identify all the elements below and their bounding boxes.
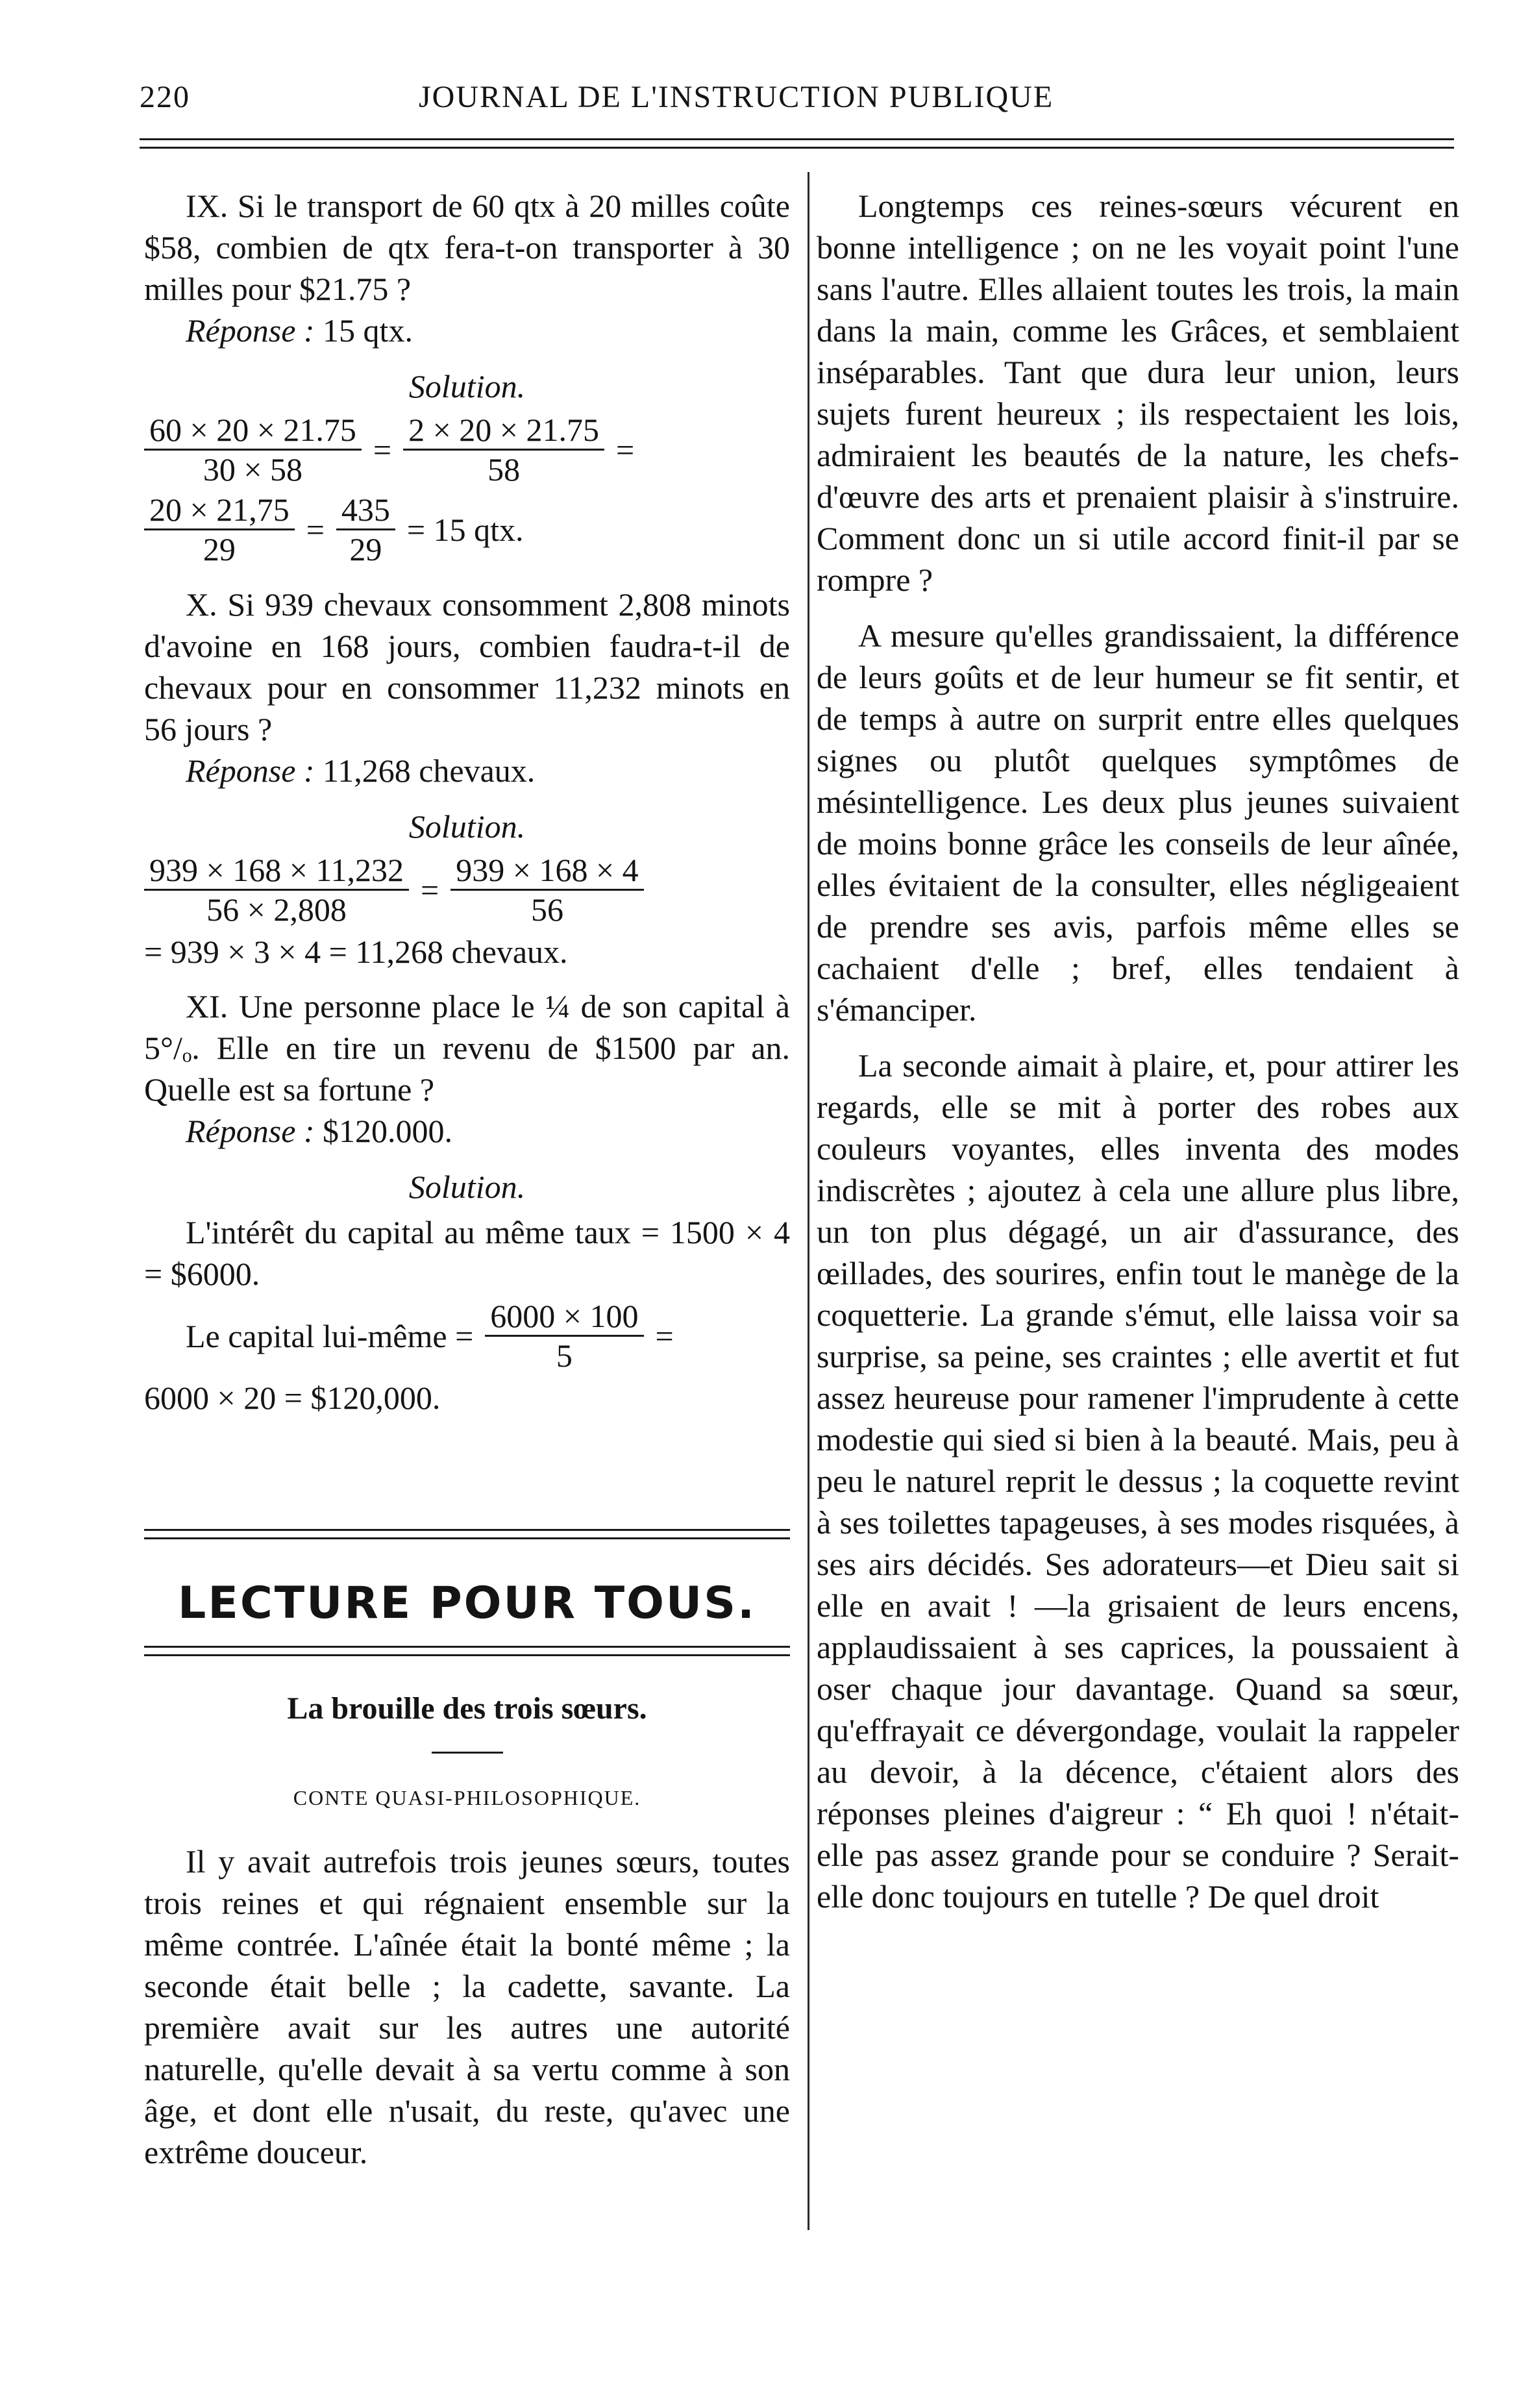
section-rule-top [144, 1529, 790, 1539]
problem-ix-statement: IX. Si le transport de 60 qtx à 20 milles coûte $58, combien de qtx fera-t-on transporter à 30 milles pour $21.75 ? [144, 188, 790, 307]
numerator: 20 × 21,75 [144, 491, 295, 530]
answer-value: 15 qtx. [323, 312, 413, 349]
equation-line: 6000 × 20 = $120,000. [144, 1380, 441, 1416]
column-divider [808, 172, 809, 2230]
equation [144, 1297, 790, 1374]
numerator: 60 × 20 × 21.75 [144, 411, 362, 451]
right-column [817, 185, 1459, 1931]
solution-title: Solution. [408, 368, 526, 404]
answer-label: Réponse : [186, 312, 315, 349]
solution-title: Solution. [408, 808, 526, 845]
header-rule [140, 138, 1454, 149]
problem-ix-answer [144, 310, 790, 351]
numerator: 939 × 168 × 11,232 [144, 851, 409, 891]
numerator: 2 × 20 × 21.75 [403, 411, 604, 451]
answer-label: Réponse : [186, 1113, 315, 1149]
answer-label: Réponse : [186, 752, 315, 789]
journal-title: JOURNAL DE L'INSTRUCTION PUBLIQUE [419, 80, 1054, 114]
equals-sign: = [616, 431, 635, 468]
story-intro [144, 1688, 790, 2173]
denominator: 29 [349, 531, 382, 567]
answer-value: 11,268 chevaux. [323, 752, 536, 789]
problem-x-answer [144, 750, 790, 791]
fraction [403, 411, 604, 488]
equation [144, 851, 790, 928]
fraction [336, 491, 395, 568]
section-title: LECTURE POUR TOUS. [178, 1578, 756, 1629]
story-paragraph: La seconde aimait à plaire, et, pour attirer les regards, elle se mit à porter des robes aux couleurs voyantes, elles inventa des modes indiscrètes ; ajoutez à cela une allure plus libre, un ton plus dégagé, un air d'assurance, des œillades, des sourires, enfin tout le manège de la coquetterie. La grande s'émut, elle laissa voir sa surprise, sa peine, ses craintes ; elle avertit et fut assez heureuse pour ramener l'imprudente à cette modestie qui sied si bien à la beauté. Mais, peu à peu le naturel reprit le dessus ; la coquette revint à ses toilettes tapageuses, à ses modes risquées, à ses airs décidés. Ses adorateurs—et Dieu sait si elle en avait ! —la grisaient de leurs encens, applaudissaient à ses caprices, la poussaient à oser chaque jour davantage. Quand sa sœur, qu'effrayait ce dévergondage, voulait la rappeler au devoir, à la décence, c'étaient alors des réponses pleines d'aigreur : “ Eh quoi ! n'était-elle pas assez grande pour se conduire ? Serait-elle donc toujours en tutelle ? De quel droit [817, 1047, 1459, 1915]
left-column [144, 185, 790, 1419]
denominator: 30 × 58 [203, 451, 303, 488]
problem-x-statement: X. Si 939 chevaux consomment 2,808 minots d'avoine en 168 jours, combien faudra-t-il de chevaux pour en consommer 11,232 minots en 56 jours ? [144, 586, 790, 747]
denominator: 5 [556, 1337, 573, 1374]
denominator: 56 × 2,808 [206, 891, 347, 928]
denominator: 58 [487, 451, 521, 488]
numerator: 435 [336, 491, 395, 530]
denominator: 56 [530, 891, 563, 928]
denominator: 29 [203, 531, 236, 567]
fraction [450, 851, 643, 928]
divider [432, 1752, 503, 1754]
equation-result: = 15 qtx. [406, 511, 524, 548]
equation-line: = 939 × 3 × 4 = 11,268 chevaux. [144, 934, 568, 970]
equation-prefix: Le capital lui-même = [186, 1317, 474, 1354]
story-title: La brouille des trois sœurs. [287, 1691, 647, 1726]
section-rule-bottom [144, 1646, 790, 1656]
equals-sign: = [306, 511, 325, 548]
fraction [144, 851, 409, 928]
numerator: 6000 × 100 [485, 1297, 643, 1337]
fraction [144, 411, 362, 488]
equals-sign: = [655, 1317, 674, 1354]
equation [144, 491, 790, 568]
fraction [485, 1297, 643, 1374]
story-subtitle: CONTE QUASI-PHILOSOPHIQUE. [293, 1786, 641, 1809]
page-number: 220 [140, 80, 190, 114]
fraction [144, 491, 295, 568]
equals-sign: = [421, 871, 439, 908]
equals-sign: = [373, 431, 392, 468]
page-header [140, 70, 1191, 122]
equation [144, 411, 790, 488]
solution-line: L'intérêt du capital au même taux = 1500 × 4 = $6000. [144, 1214, 790, 1292]
story-paragraph: Il y avait autrefois trois jeunes sœurs, toutes trois reines et qui régnaient ensemble sur la même contrée. L'aînée était la bonté même ; la seconde était belle ; la cadette, savante. La première avait sur les autres une autorité naturelle, qu'elle devait à sa vertu comme à son âge, et dont elle n'usait, du reste, qu'avec une extrême douceur. [144, 1843, 790, 2170]
numerator: 939 × 168 × 4 [450, 851, 643, 891]
problem-xi-answer [144, 1110, 790, 1152]
story-paragraph: Longtemps ces reines-sœurs vécurent en bonne intelligence ; on ne les voyait point l'une sans l'autre. Elles allaient toutes les trois, la main dans la main, comme les Grâces, et semblaient inséparables. Tant que dura leur union, leurs sujets furent heureux ; ils respectaient les lois, admiraient les beautés de la nature, les chefs-d'œuvre des arts et prenaient plaisir à s'instruire. Comment donc un si utile accord finit-il par se rompre ? [817, 188, 1459, 598]
solution-title: Solution. [408, 1169, 526, 1205]
story-paragraph: A mesure qu'elles grandissaient, la différence de leurs goûts et de leur humeur se fit sentir, et de temps à autre on surprit entre elles quelques signes ou plutôt quelques symptômes de mésintelligence. Les deux plus jeunes suivaient de moins bonne grâce les conseils de leur aînée, elles évitaient de la consulter, elles négligeaient de prendre ses avis, parfois même elles se cachaient d'elle ; bref, elles tendaient à s'émanciper. [817, 617, 1459, 1028]
problem-xi-statement: XI. Une personne place le ¼ de son capital à 5°/ₒ. Elle en tire un revenu de $1500 par an. Quelle est sa fortune ? [144, 988, 790, 1108]
answer-value: $120.000. [323, 1113, 453, 1149]
